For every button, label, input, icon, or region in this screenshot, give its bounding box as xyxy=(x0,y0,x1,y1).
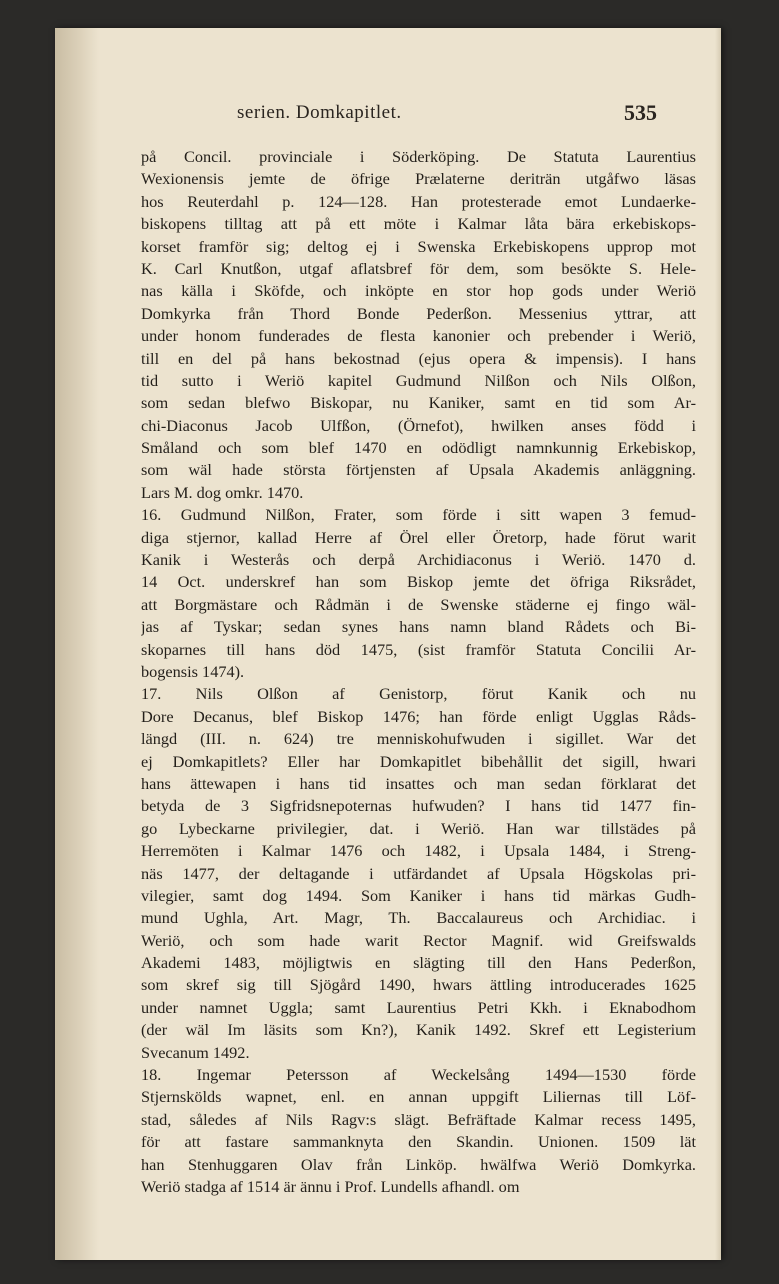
text-line: Domkyrka från Thord Bonde Pederßon. Messenius yttrar, att xyxy=(141,303,696,323)
text-line: skoparnes till hans död 1475, (sist framför Statuta Concilii Ar- xyxy=(141,639,696,659)
text-line: Kanik i Westerås och derpå Archidiaconus i Weriö. 1470 d. xyxy=(141,550,696,570)
text-line: Weriö stadga af 1514 är ännu i Prof. Lundells afhandl. om xyxy=(141,1176,520,1196)
text-line: 18. Ingemar Petersson af Weckelsång 1494—1530 förde xyxy=(141,1065,696,1085)
text-line: under honom funderades de flesta kanonier och prebender i Weriö, xyxy=(141,326,696,346)
text-line: chi-Diaconus Jacob Ulfßon, (Örnefot), hwilken anses född i xyxy=(141,415,696,435)
text-line: mund Ughla, Art. Magr, Th. Baccalaureus och Archidiac. i xyxy=(141,908,696,928)
text-line: (der wäl Im läsits som Kn?), Kanik 1492. Skref ett Legisterium xyxy=(141,1020,696,1040)
text-line: go Lybeckarne privilegier, dat. i Weriö. Han war tillstädes på xyxy=(141,818,696,838)
text-line: längd (III. n. 624) tre menniskohufwuden i sigillet. War det xyxy=(141,729,696,749)
body-text xyxy=(141,146,696,1198)
text-line: Dore Decanus, blef Biskop 1476; han förde enligt Ugglas Råds- xyxy=(141,706,696,726)
text-line: tid sutto i Weriö kapitel Gudmund Nilßon och Nils Olßon, xyxy=(141,370,696,390)
text-line: hos Reuterdahl p. 124—128. Han protesterade emot Lundaerke- xyxy=(141,191,696,211)
page-gutter-shadow xyxy=(55,28,99,1260)
text-line: Lars M. dog omkr. 1470. xyxy=(141,482,304,502)
text-line: Svecanum 1492. xyxy=(141,1042,250,1062)
text-line: nas källa i Sköfde, och inköpte en stor hop gods under Weriö xyxy=(141,281,696,301)
text-line: bogensis 1474). xyxy=(141,661,245,681)
text-line: som sedan blefwo Biskopar, nu Kaniker, samt en tid som Ar- xyxy=(141,393,696,413)
text-line: stad, således af Nils Ragv:s slägt. Befräftade Kalmar recess 1495, xyxy=(141,1109,696,1129)
text-line: som wäl hade största förtjensten af Upsala Akademis anläggning. xyxy=(141,460,696,480)
text-line: som skref sig till Sjögård 1490, hwars ättling introducerades 1625 xyxy=(141,975,696,995)
text-line: Småland och som blef 1470 en odödligt namnkunnig Erkebiskop, xyxy=(141,438,696,458)
text-line: biskopens tilltag att på ett möte i Kalmar låta bära erkebiskops- xyxy=(141,214,696,234)
text-line: Akademi 1483, möjligtwis en slägting till den Hans Pederßon, xyxy=(141,953,696,973)
page-number: 535 xyxy=(624,100,657,125)
text-line: korset framför sig; deltog ej i Swenska Erkebiskopens upprор mot xyxy=(141,236,696,256)
text-line: 16. Gudmund Nilßon, Frater, som förde i sitt wapen 3 femud- xyxy=(141,505,696,525)
text-line: under namnet Uggla; samt Laurentius Petri Kkh. i Eknabodhom xyxy=(141,997,696,1017)
book-page xyxy=(55,28,721,1260)
text-line: för att fastare sammanknyta den Skandin. Unionen. 1509 lät xyxy=(141,1132,696,1152)
text-line: näs 1477, der deltagande i utfärdandet af Upsala Högskolas pri- xyxy=(141,863,696,883)
text-line: att Borgmästare och Rådmän i de Swenske städerne ej fingo wäl- xyxy=(141,594,696,614)
running-header xyxy=(237,102,657,132)
text-line: Stjernskölds wapnet, enl. en annan uppgift Liliernas till Löf- xyxy=(141,1087,696,1107)
text-line: han Stenhuggaren Olav från Linköp. hwälfwa Weriö Domkyrka. xyxy=(141,1154,696,1174)
text-line: till en del på hans bekostnad (ejus opera & impensis). I hans xyxy=(141,348,696,368)
text-line: 14 Oct. underskref han som Biskop jemte det öfriga Riksrådet, xyxy=(141,572,696,592)
text-line: 17. Nils Olßon af Genistorp, förut Kanik och nu xyxy=(141,684,696,704)
text-line: Herremöten i Kalmar 1476 och 1482, i Upsala 1484, i Streng- xyxy=(141,841,696,861)
text-line: vilegier, samt dog 1494. Som Kaniker i hans tid märkas Gudh- xyxy=(141,885,696,905)
text-line: diga stjernor, kallad Herre af Örel eller Öretorp, hade förut warit xyxy=(141,527,696,547)
text-line: K. Carl Knutßon, utgaf aflatsbref för dem, som besökte S. Hele- xyxy=(141,258,696,278)
text-line: ej Domkapitlets? Eller har Domkapitlet bibehållit det sigill, hwari xyxy=(141,751,696,771)
text-line: jas af Tyskar; sedan synes hans namn bland Rådets och Bi- xyxy=(141,617,696,637)
text-line: Weriö, och som hade warit Rector Magnif. wid Greifswalds xyxy=(141,930,696,950)
text-line: på Concil. provinciale i Söderköping. De Statuta Laurentius xyxy=(141,147,696,166)
page-edge xyxy=(715,28,721,1260)
text-line: betyda de 3 Sigfridsnepoternas hufwuden? I hans tid 1477 fin- xyxy=(141,796,696,816)
running-title: serien. Domkapitlet. xyxy=(237,102,402,123)
text-line: Wexionensis jemte de öfrige Prælaterne deriträn utgåfwo läsas xyxy=(141,169,696,189)
text-line: hans ättewapen i hans tid insattes och man sedan förklarat det xyxy=(141,773,696,793)
